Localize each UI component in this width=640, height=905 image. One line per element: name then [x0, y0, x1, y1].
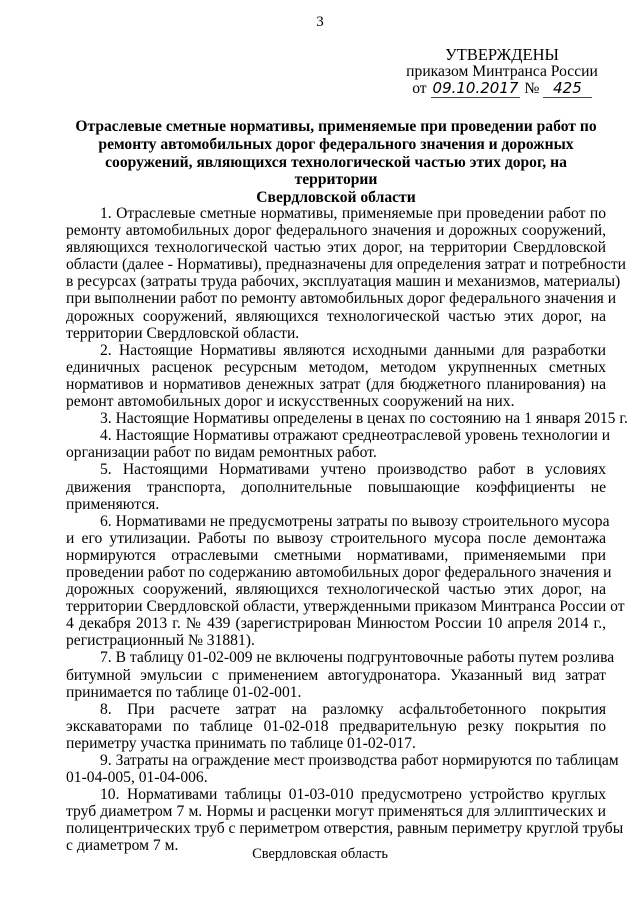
- title-line: Отраслевые сметные нормативы, применяемые при проведении работ по: [75, 118, 597, 135]
- text-line: 2. Настоящие Нормативы являются исходными данными для разработки: [100, 341, 606, 359]
- text-line: 1. Отраслевые сметные нормативы, применяемые при проведении работ по: [100, 205, 606, 222]
- text-line: нормируются отраслевыми сметными нормативами, применяемыми при: [66, 546, 606, 564]
- paragraph-10: [66, 786, 624, 855]
- text-line: дорожных сооружений, являющихся технологической частью этих дорог, на: [66, 307, 606, 325]
- text-line: нормативов и нормативов денежных затрат (для бюджетного планирования) на: [66, 375, 606, 393]
- text-line: полицентрических труб с периметром отверстия, равным периметру круглой трубы: [66, 820, 624, 838]
- paragraph-2: [66, 342, 606, 410]
- text-line: 9. Затраты на ограждение мест производства работ нормируются по таблицам: [100, 752, 619, 769]
- document-body: [66, 205, 628, 855]
- document-title: [66, 118, 606, 207]
- approval-date-line: от 09.10.2017 № 425: [392, 80, 612, 97]
- text-line: 4 декабря 2013 г. № 439 (зарегистрирован Минюстом России 10 апреля 2014 г.,: [66, 615, 606, 633]
- paragraph-5: [66, 461, 606, 512]
- text-line: территории Свердловской области, утвержденными приказом Минтранса России от: [66, 598, 625, 616]
- approval-order: приказом Минтранса России: [406, 63, 598, 80]
- text-line: 01-04-005, 01-04-006.: [66, 769, 208, 787]
- handwritten-number: 425: [543, 79, 592, 98]
- text-line: при выполнении работ по ремонту автомобильных дорог федерального значения и: [66, 290, 617, 308]
- paragraph-4: [66, 427, 611, 462]
- title-line: ремонту автомобильных дорог федерального значения и дорожных: [98, 135, 574, 153]
- text-line: 6. Нормативами не предусмотрены затраты по вывозу строительного мусора: [100, 512, 610, 530]
- text-line: 7. В таблицу 01-02-009 не включены подгрунтовочные работы путем розлива: [100, 649, 615, 667]
- paragraph-1: [66, 205, 626, 342]
- text-line: проведении работ по содержанию автомобильных дорог федерального значения и: [66, 563, 612, 581]
- text-line: 5. Настоящими Нормативами учтено производство работ в условиях: [100, 461, 606, 479]
- page-number: 3: [316, 14, 324, 30]
- text-line: 8. При расчете затрат на разломку асфальтобетонного покрытия: [100, 700, 606, 718]
- text-line: движения транспорта, дополнительные повышающие коэффициенты не: [66, 478, 606, 496]
- paragraph-7: [66, 649, 615, 701]
- approval-stamp: [392, 46, 612, 97]
- text-line: применяются.: [66, 495, 160, 513]
- paragraph-3: [66, 410, 628, 428]
- title-line: Свердловской области: [256, 189, 416, 207]
- text-line: труб диаметром 7 м. Нормы и расценки могут применяться для эллиптических и: [66, 803, 606, 821]
- text-line: 10. Нормативами таблицы 01-03-010 предусмотрено устройство круглых: [100, 786, 606, 804]
- text-line: периметру участка принимать по таблице 01-02-017.: [66, 734, 416, 752]
- title-line: сооружений, являющихся технологической частью этих дорог, на территории: [105, 153, 567, 189]
- text-line: в ресурсах (затраты труда рабочих, эксплуатация машин и механизмов, материалы): [66, 273, 621, 291]
- text-line: области (далее - Нормативы), предназначены для определения затрат и потребности: [66, 256, 626, 274]
- approval-heading: УТВЕРЖДЕНЫ: [445, 45, 559, 64]
- text-line: единичных расценок ресурсным методом, методом укрупненных сметных: [66, 358, 606, 376]
- text-line: с диаметром 7 м.: [66, 837, 179, 855]
- page-footer: Свердловская область: [252, 846, 388, 862]
- text-line: принимается по таблице 01-02-001.: [66, 683, 302, 701]
- text-line: ремонту автомобильных дорог федерального значения и дорожных сооружений,: [66, 222, 606, 240]
- paragraph-6: [66, 512, 625, 650]
- text-line: территории Свердловской области.: [66, 324, 300, 342]
- text-line: регистрационный № 31881).: [66, 632, 255, 650]
- handwritten-date: 09.10.2017: [432, 79, 519, 97]
- text-line: организации работ по видам ремонтных работ.: [66, 444, 377, 462]
- text-line: битумной эмульсии с применением автогудронатора. Указанный вид затрат: [66, 666, 606, 684]
- text-line: дорожных сооружений, являющихся технологической частью этих дорог, на: [66, 581, 606, 599]
- paragraph-8: [66, 701, 606, 752]
- text-line: экскаваторами по таблице 01-02-018 предварительную резку покрытия по: [66, 717, 606, 735]
- text-line: и его утилизации. Работы по вывозу строительного мусора после демонтажа: [66, 529, 606, 547]
- text-line: ремонт автомобильных дорог и искусственных сооружений на них.: [66, 393, 515, 411]
- paragraph-9: [66, 752, 619, 787]
- text-line: 3. Настоящие Нормативы определены в ценах по состоянию на 1 января 2015 г.: [100, 410, 628, 428]
- text-line: являющихся технологической частью этих дорог, на территории Свердловской: [66, 239, 606, 257]
- text-line: 4. Настоящие Нормативы отражают среднеотраслевой уровень технологии и: [100, 427, 611, 445]
